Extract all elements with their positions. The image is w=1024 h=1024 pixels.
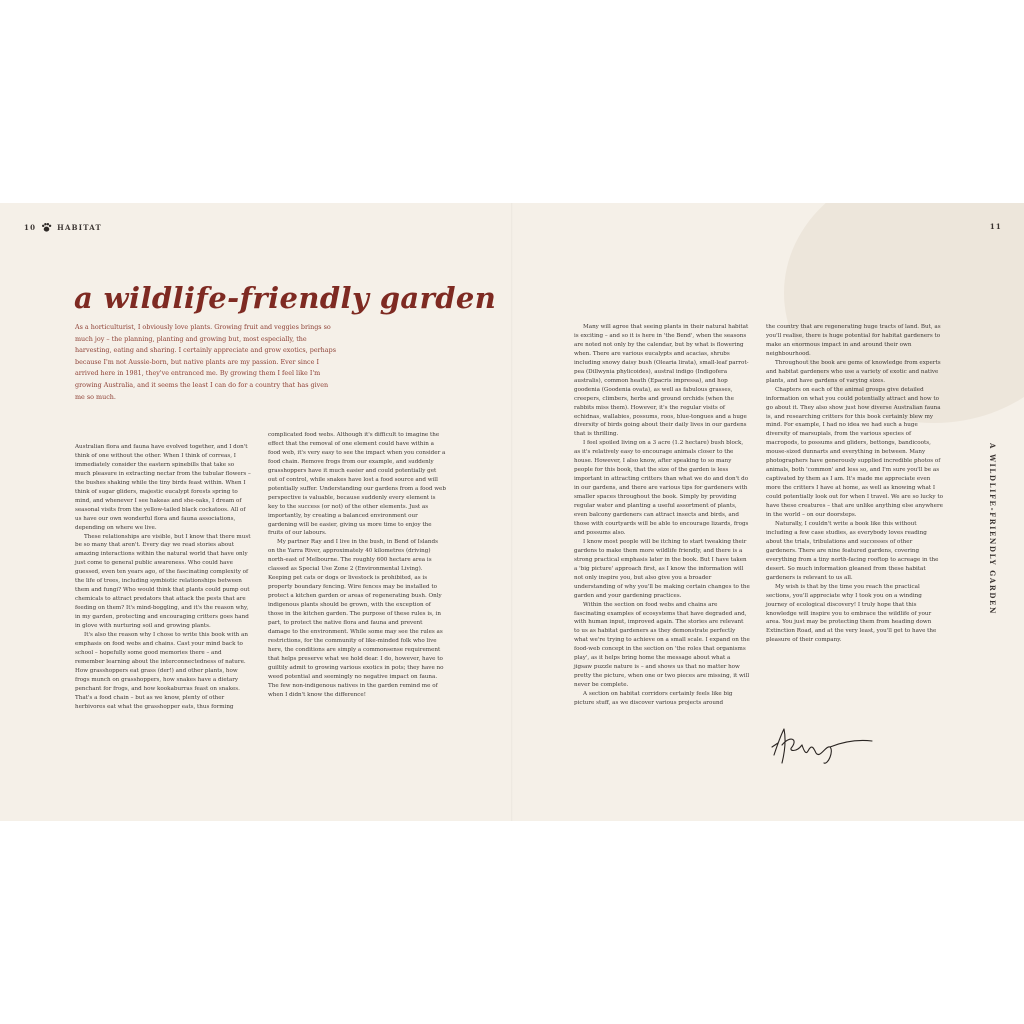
- paragraph: the country that are regenerating huge tracts of land. But, as you'll realise, there is huge potential for habitat gardeners to make an enormous impact in and around their own neighbourhood.: [766, 324, 941, 357]
- paragraph: It's also the reason why I chose to write this book with an emphasis on food webs and chains. Cast your mind back to school – hopefully some good memories there – and remember learning about the interconnectedness of nature. How grasshoppers eat grass (der!) and other plants, how frogs munch on grasshoppers, how snakes have a dietary penchant for frogs, and how kookaburras feast on snakes. That's a food chain – but as we know, plenty of other herbivores eat what the grasshopper eats, thus forming: [75, 632, 248, 710]
- right-page-number: 11: [989, 222, 1002, 231]
- paragraph: Australian flora and fauna have evolved together, and I don't think of one without the other. When I think of correas, I immediately consider the eastern spinebills that take so much pleasure in extracting nectar from the tubular flowers – the bushes shaking while the tiny birds feast within. When I think of sugar gliders, majestic eucalypt forests spring to mind, and whenever I see hakeas and she-oaks, I dream of seasonal visits from the yellow-tailed black cockatoos. All of us have our own wonderful flora and fauna associations, depending on where we live.: [75, 444, 251, 531]
- paragraph: complicated food webs. Although it's difficult to imagine the effect that the removal of one element could have within a food web, it's very easy to see the impact when you consider a food chain. Remove frogs from our example, and suddenly grasshoppers have it much easier and could potentially get out of control, while snakes have lost a food source and will potentially suffer. Understanding our gardens from a food web perspective is valuable, because suddenly every element is key to the success (or not) of the other elements. Just as importantly, by creating a balanced environment our gardening will be easier, giving us more time to enjoy the fruits of our labours.: [268, 432, 446, 537]
- intro-paragraph: As a horticulturist, I obviously love plants. Growing fruit and veggies brings so much joy – the planning, planting and growing but, most especially, the harvesting, eating and sharing. I certainly appreciate and grow exotics, perhaps because I'm not Aussie-born, but native plants are my passion. Ever since I arrived here in 1981, they've entranced me. By growing them I feel like I'm growing Australia, and it seems the least I can do for a country that has given me so much.: [75, 323, 336, 401]
- paw-print-icon: [41, 222, 52, 233]
- paragraph: Within the section on food webs and chains are fascinating examples of ecosystems that have degraded and, with human input, improved again. The stories are relevant to us as habitat gardeners as they demonstrate perfectly what we're trying to achieve on a small scale. I expand on the food-web concept in the section on 'the roles that organisms play', as it helps bring home the message about what a jigsaw puzzle nature is – and shows us that no matter how pretty the picture, when one or two pieces are missing, it will never be complete.: [574, 601, 750, 689]
- body-column-1: [75, 443, 251, 712]
- book-spread: [0, 203, 1024, 821]
- author-signature: [768, 725, 878, 769]
- paragraph: Naturally, I couldn't write a book like this without including a few case studies, as everybody loves reading about the trials, tribulations and successes of other gardeners. There are nine featured gardens, covering everything from a tiny north-facing rooftop to acreage in the desert. So much information gleaned from these habitat gardeners is relevant to us all.: [766, 520, 939, 581]
- left-running-title: HABITAT: [57, 223, 102, 232]
- body-column-4: [766, 323, 944, 645]
- left-page-number: 10: [24, 223, 37, 232]
- paragraph: These relationships are visible, but I know that there must be so many that aren't. Every day we read stories about amazing interactions within the natural world that have only just come to general public awareness. Who could have guessed, even ten years ago, of the fascinating complexity of the life of trees, including symbiotic relationships between them and fungi? Who would think that plants could pump out chemicals to attract predators that attack the pests that are feeding on them? It's mind-boggling, and it's the reason why, in my garden, protecting and encouraging critters goes hand in glove with nurturing soil and growing plants.: [75, 533, 251, 630]
- paragraph: I know most people will be itching to start tweaking their gardens to make them more wildlife friendly, and there is a strong practical emphasis later in the book. But I have taken a 'big picture' approach first, as I know the information will not only inspire you, but also give you a broader understanding of why you'll be making certain changes to the garden and your gardening practices.: [574, 538, 750, 599]
- left-running-head: [24, 222, 102, 233]
- paragraph: A section on habitat corridors certainly feels like big picture stuff, as we discover various projects around: [574, 691, 733, 707]
- body-column-3: [574, 323, 750, 708]
- paragraph: Chapters on each of the animal groups give detailed information on what you could potentially attract and how to go about it. They also show just how diverse Australian fauna is, and researching critters for this book certainly blew my mind. For example, I had no idea we had such a huge diversity of marsupials, from the various species of macropods, to possums and gliders, bettongs, bandicoots, mouse-sized dunnarts and everything in between. Many photographers have generously supplied incredible photos of animals, both 'common' and less so, and I'm sure you'll be as captivated by them as I am. It's made me appreciate even more the critters I have at home, as well as knowing what I could potentially look out for when I travel. We are so lucky to have these creatures – that are unlike anything else anywhere in the world – on our doorsteps.: [766, 386, 943, 519]
- paragraph: Throughout the book are gems of knowledge from experts and habitat gardeners who use a variety of exotic and native plants, and have gardens of varying sizes.: [766, 359, 941, 384]
- paragraph: My partner Ray and I live in the bush, in Bend of Islands on the Yarra River, approximately 40 kilometres (driving) north-east of Melbourne. The roughly 600 hectare area is classed as Special Use Zone 2 (Environmental Living). Keeping pet cats or dogs or livestock is prohibited, as is property boundary fencing. Wire fences may be installed to protect a kitchen garden or areas of regenerating bush. Only indigenous plants should be grown, with the exception of those in the kitchen garden. The purpose of these rules is, in part, to protect the native flora and fauna and prevent damage to the environment. While some may see the rules as restrictions, for the community of like-minded folk who live here, the conditions are simply a commonsense requirement that helps preserve what we hold dear. I do, however, have to guiltily admit to growing various exotics in pots; they have no weed potential and seemingly no negative impact on fauna. The few non-indigenous natives in the garden remind me of when I didn't know the difference!: [268, 539, 444, 698]
- paragraph: I feel spoiled living on a 3 acre (1.2 hectare) bush block, as it's relatively easy to encourage animals closer to the house. However, I also know, after speaking to so many people for this book, that the size of the garden is less important in attracting critters than what we do and don't do in our gardens, and there are various tips for gardeners with smaller spaces throughout the book. Simply by providing regular water and planting a useful assortment of plants, even balcony gardeners can attract insects and birds, and those with courtyards will be able to encourage lizards, frogs and possums also.: [574, 440, 749, 536]
- chapter-title: a wildlife-friendly garden: [74, 281, 497, 315]
- paragraph: Many will agree that seeing plants in their natural habitat is exciting – and so it is here in 'the Bend', when the seasons are noted not only by the calendar, but by what is flowering when. There are various eucalypts and acacias, shrubs including snowy daisy bush (Olearia lirata), small-leaf parrot-pea (Dillwynia phylicoides), austral indigo (Indigofera australis), common heath (Epacris impressa), and hop goodenia (Goodenia ovata), as well as fabulous grasses, creepers, climbers, herbs and ground orchids (when the rabbits miss them). However, it's the regular visits of echidnas, wallabies, possums, roos, blue-tongues and a huge diversity of birds going about their daily lives in our gardens that is thrilling.: [574, 324, 749, 438]
- page-gutter: [511, 203, 513, 821]
- side-running-head: A WILDLIFE-FRIENDLY GARDEN: [988, 443, 997, 615]
- paragraph: My wish is that by the time you reach the practical sections, you'll appreciate why I took you on a winding journey of ecological discovery! I truly hope that this knowledge will inspire you to embrace the wildlife of your area. You just may be protecting them from heading down Extinction Road, and at the very least, you'll get to have the pleasure of their company.: [766, 583, 937, 644]
- body-column-2: [268, 431, 446, 700]
